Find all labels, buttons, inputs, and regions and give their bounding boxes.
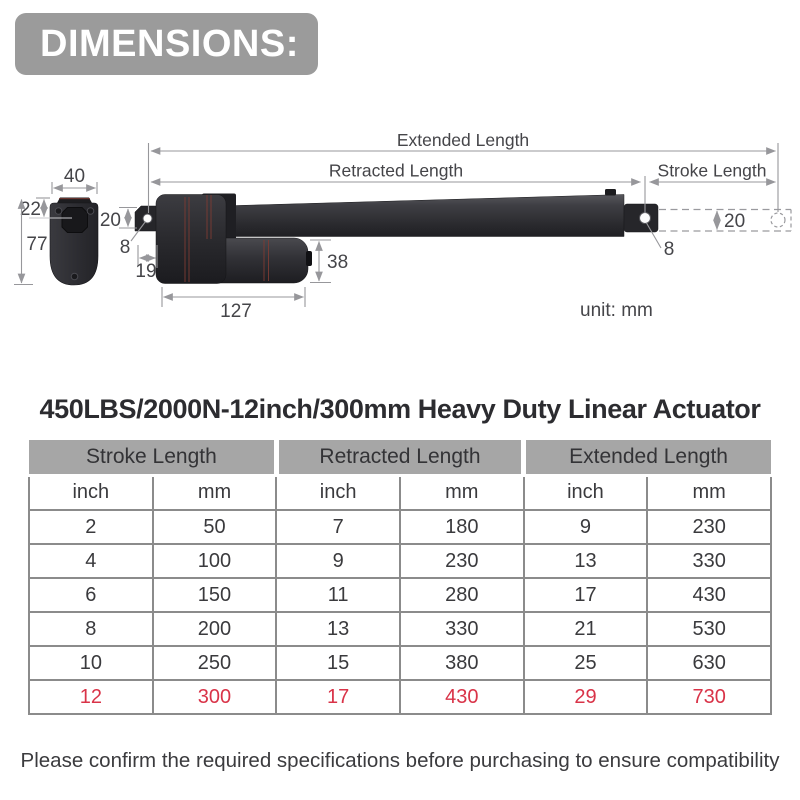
spec-table-body <box>29 510 771 714</box>
spec-table-head <box>29 440 771 510</box>
product-title: 450LBS/2000N-12inch/300mm Heavy Duty Linear Actuator <box>39 394 761 424</box>
retracted-length-label: Retracted Length <box>328 160 464 181</box>
cell: 200 <box>153 612 277 646</box>
dim-front-offset: 19 <box>135 261 157 282</box>
cell: 2 <box>29 510 153 544</box>
table-row <box>29 578 771 612</box>
disclaimer-note: Please confirm the required specifications before purchasing to ensure compatibility <box>20 749 780 772</box>
spec-table <box>28 440 772 715</box>
cell: 25 <box>524 646 648 680</box>
actuator-side-view <box>135 189 658 284</box>
cell: 730 <box>647 680 771 714</box>
cell: 330 <box>647 544 771 578</box>
cell: 9 <box>276 544 400 578</box>
dim-motor-height: 38 <box>327 252 349 273</box>
table-row <box>29 612 771 646</box>
cell: 530 <box>647 612 771 646</box>
cell: 230 <box>400 544 524 578</box>
dim-bracket-hole-offset: 22 <box>19 199 41 220</box>
unit-note: unit: mm <box>580 300 653 321</box>
actuator-dimension-diagram <box>0 0 800 345</box>
motor-end-nub <box>306 251 312 266</box>
cell: 430 <box>400 680 524 714</box>
bracket-screw <box>87 208 94 215</box>
cell: 15 <box>276 646 400 680</box>
unit-header: inch <box>29 475 153 510</box>
dim-rod-hole: 8 <box>663 239 675 260</box>
cell: 29 <box>524 680 648 714</box>
cell: 380 <box>400 646 524 680</box>
cell: 4 <box>29 544 153 578</box>
cell: 430 <box>647 578 771 612</box>
extended-hole-outline <box>771 213 785 227</box>
group-header-extended: Extended Length <box>524 440 771 475</box>
dim-front-clevis-height: 20 <box>99 210 121 231</box>
cell: 250 <box>153 646 277 680</box>
cell: 150 <box>153 578 277 612</box>
cell: 7 <box>276 510 400 544</box>
cell: 300 <box>153 680 277 714</box>
cell: 180 <box>400 510 524 544</box>
bracket-screw <box>71 273 78 280</box>
unit-header-row <box>29 475 771 510</box>
cell: 280 <box>400 578 524 612</box>
stroke-length-label: Stroke Length <box>657 160 767 181</box>
group-header-retracted: Retracted Length <box>276 440 523 475</box>
cell: 100 <box>153 544 277 578</box>
cell: 630 <box>647 646 771 680</box>
cell: 9 <box>524 510 648 544</box>
dimensions-badge-label: DIMENSIONS: <box>40 23 299 65</box>
cell: 50 <box>153 510 277 544</box>
end-bracket-front-view <box>50 198 98 286</box>
group-header-row <box>29 440 771 475</box>
unit-header: inch <box>276 475 400 510</box>
table-row-highlighted <box>29 680 771 714</box>
limit-switch-nub <box>605 189 616 196</box>
outer-tube <box>220 195 624 237</box>
unit-header: mm <box>647 475 771 510</box>
group-header-stroke: Stroke Length <box>29 440 276 475</box>
cell: 21 <box>524 612 648 646</box>
rod-mounting-hole <box>640 213 651 224</box>
cell: 10 <box>29 646 153 680</box>
dim-motor-length: 127 <box>220 301 252 322</box>
bracket-screw <box>55 208 62 215</box>
unit-header: mm <box>400 475 524 510</box>
gearbox-housing <box>156 195 226 284</box>
cell: 230 <box>647 510 771 544</box>
cell: 13 <box>524 544 648 578</box>
bracket-octagon-boss <box>62 208 88 233</box>
dim-bracket-height: 77 <box>26 234 48 255</box>
cell: 8 <box>29 612 153 646</box>
cell: 330 <box>400 612 524 646</box>
table-row <box>29 544 771 578</box>
cell: 17 <box>276 680 400 714</box>
unit-header: inch <box>524 475 648 510</box>
cell: 6 <box>29 578 153 612</box>
dim-bracket-width: 40 <box>63 166 86 187</box>
dim-rod-height: 20 <box>724 211 746 232</box>
table-row <box>29 646 771 680</box>
table-row <box>29 510 771 544</box>
cell: 13 <box>276 612 400 646</box>
dim-front-hole: 8 <box>119 237 131 258</box>
cell: 12 <box>29 680 153 714</box>
rear-mounting-hole <box>143 214 152 223</box>
cell: 11 <box>276 578 400 612</box>
unit-header: mm <box>153 475 277 510</box>
cell: 17 <box>524 578 648 612</box>
extended-length-label: Extended Length <box>396 130 530 150</box>
